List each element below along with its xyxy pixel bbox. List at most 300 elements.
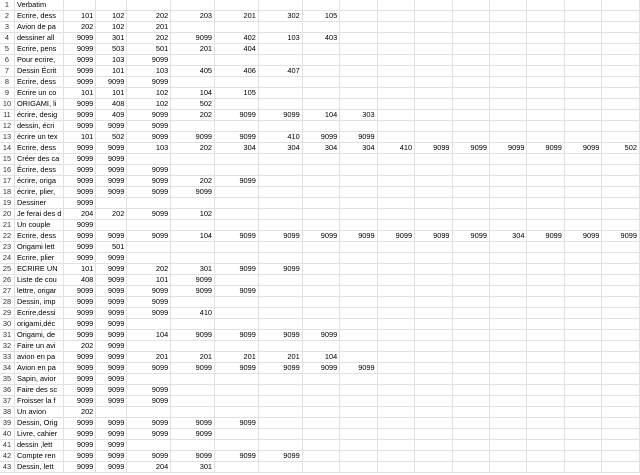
grid-cell[interactable]: 9099 (171, 429, 215, 440)
grid-cell[interactable] (564, 440, 601, 451)
grid-cell[interactable] (564, 363, 601, 374)
grid-cell[interactable] (527, 176, 564, 187)
grid-cell[interactable]: 9099 (340, 363, 377, 374)
grid-cell[interactable] (415, 462, 452, 473)
grid-cell[interactable] (490, 99, 527, 110)
grid-cell[interactable] (564, 451, 601, 462)
grid-cell[interactable] (258, 297, 302, 308)
grid-cell[interactable] (215, 308, 259, 319)
grid-cell[interactable] (340, 440, 377, 451)
row-number[interactable]: 25 (0, 264, 14, 275)
grid-cell[interactable] (340, 11, 377, 22)
verbatim-cell[interactable]: lettre, origar (14, 286, 63, 297)
grid-cell[interactable]: 102 (127, 88, 171, 99)
grid-cell[interactable]: 9099 (215, 110, 259, 121)
grid-cell[interactable]: 407 (258, 66, 302, 77)
grid-cell[interactable] (602, 352, 640, 363)
grid-cell[interactable]: 9099 (527, 231, 564, 242)
grid-cell[interactable] (564, 44, 601, 55)
grid-cell[interactable] (258, 198, 302, 209)
grid-cell[interactable]: 9099 (127, 132, 171, 143)
grid-cell[interactable] (490, 286, 527, 297)
grid-cell[interactable]: 9099 (127, 231, 171, 242)
verbatim-cell[interactable]: ORIGAMI, li (14, 99, 63, 110)
grid-cell[interactable]: 9099 (64, 363, 96, 374)
grid-cell[interactable] (527, 220, 564, 231)
grid-cell[interactable] (377, 275, 414, 286)
grid-cell[interactable] (258, 418, 302, 429)
grid-cell[interactable] (377, 154, 414, 165)
grid-cell[interactable]: 204 (127, 462, 171, 473)
grid-cell[interactable]: 304 (302, 143, 339, 154)
grid-cell[interactable]: 9099 (564, 143, 601, 154)
grid-cell[interactable] (377, 242, 414, 253)
verbatim-cell[interactable]: dessin, écri (14, 121, 63, 132)
grid-cell[interactable] (302, 187, 339, 198)
row-number[interactable]: 9 (0, 88, 14, 99)
grid-cell[interactable] (527, 352, 564, 363)
grid-cell[interactable]: 9099 (96, 418, 127, 429)
grid-cell[interactable] (527, 396, 564, 407)
grid-cell[interactable]: 302 (258, 11, 302, 22)
row-number[interactable]: 7 (0, 66, 14, 77)
grid-cell[interactable]: 408 (96, 99, 127, 110)
grid-cell[interactable] (452, 286, 489, 297)
grid-cell[interactable]: 9099 (215, 132, 259, 143)
grid-cell[interactable] (415, 165, 452, 176)
grid-cell[interactable]: 9099 (96, 253, 127, 264)
grid-cell[interactable] (452, 77, 489, 88)
verbatim-cell[interactable]: Origami, de (14, 330, 63, 341)
grid-cell[interactable] (377, 451, 414, 462)
grid-cell[interactable]: 9099 (64, 330, 96, 341)
verbatim-cell[interactable]: Un couple (14, 220, 63, 231)
grid-cell[interactable] (490, 308, 527, 319)
grid-cell[interactable] (490, 319, 527, 330)
row-number[interactable]: 5 (0, 44, 14, 55)
grid-cell[interactable] (377, 198, 414, 209)
row-number[interactable]: 30 (0, 319, 14, 330)
grid-cell[interactable] (602, 418, 640, 429)
grid-cell[interactable] (415, 198, 452, 209)
grid-cell[interactable] (215, 374, 259, 385)
grid-cell[interactable]: 9099 (64, 220, 96, 231)
grid-cell[interactable]: 105 (302, 11, 339, 22)
grid-cell[interactable] (490, 363, 527, 374)
grid-cell[interactable]: 9099 (127, 55, 171, 66)
grid-cell[interactable] (415, 110, 452, 121)
verbatim-cell[interactable]: Livre, cahier (14, 429, 63, 440)
grid-cell[interactable] (452, 429, 489, 440)
grid-cell[interactable] (490, 407, 527, 418)
grid-cell[interactable]: 501 (127, 44, 171, 55)
grid-cell[interactable]: 9099 (64, 385, 96, 396)
grid-cell[interactable] (452, 33, 489, 44)
grid-cell[interactable] (302, 440, 339, 451)
grid-cell[interactable] (415, 330, 452, 341)
verbatim-cell[interactable]: Faire un avi (14, 341, 63, 352)
grid-cell[interactable]: 9099 (64, 143, 96, 154)
grid-cell[interactable] (127, 242, 171, 253)
grid-cell[interactable]: 9099 (96, 385, 127, 396)
grid-cell[interactable] (452, 55, 489, 66)
verbatim-cell[interactable]: écrire, origa (14, 176, 63, 187)
verbatim-cell[interactable]: Écrire, dess (14, 165, 63, 176)
grid-cell[interactable] (377, 88, 414, 99)
grid-cell[interactable] (602, 11, 640, 22)
grid-cell[interactable] (215, 77, 259, 88)
grid-cell[interactable] (452, 198, 489, 209)
grid-cell[interactable] (302, 242, 339, 253)
grid-cell[interactable] (490, 451, 527, 462)
grid-cell[interactable]: 9099 (96, 440, 127, 451)
grid-cell[interactable] (602, 165, 640, 176)
grid-cell[interactable]: 9099 (171, 363, 215, 374)
grid-cell[interactable] (415, 176, 452, 187)
grid-cell[interactable] (127, 407, 171, 418)
grid-cell[interactable]: 404 (215, 44, 259, 55)
grid-cell[interactable] (527, 66, 564, 77)
grid-cell[interactable] (564, 11, 601, 22)
grid-cell[interactable] (340, 253, 377, 264)
grid-cell[interactable]: 9099 (258, 110, 302, 121)
grid-cell[interactable] (258, 429, 302, 440)
grid-cell[interactable]: 9099 (340, 132, 377, 143)
grid-cell[interactable] (527, 253, 564, 264)
grid-cell[interactable] (340, 286, 377, 297)
grid-cell[interactable] (415, 319, 452, 330)
grid-cell[interactable] (302, 220, 339, 231)
grid-cell[interactable] (215, 22, 259, 33)
grid-cell[interactable] (340, 407, 377, 418)
grid-cell[interactable]: 9099 (171, 451, 215, 462)
grid-cell[interactable]: 9099 (340, 231, 377, 242)
grid-cell[interactable]: 9099 (96, 176, 127, 187)
grid-cell[interactable] (415, 55, 452, 66)
grid-cell[interactable] (602, 341, 640, 352)
grid-cell[interactable] (490, 352, 527, 363)
row-number[interactable]: 41 (0, 440, 14, 451)
grid-cell[interactable] (490, 297, 527, 308)
grid-cell[interactable] (377, 33, 414, 44)
grid-cell[interactable] (302, 319, 339, 330)
grid-cell[interactable]: 9099 (64, 33, 96, 44)
grid-cell[interactable] (377, 440, 414, 451)
grid-cell[interactable]: 9099 (171, 330, 215, 341)
grid-cell[interactable] (602, 121, 640, 132)
grid-cell[interactable] (258, 209, 302, 220)
grid-cell[interactable] (415, 264, 452, 275)
grid-cell[interactable] (602, 176, 640, 187)
grid-cell[interactable] (377, 220, 414, 231)
grid-cell[interactable]: 201 (171, 44, 215, 55)
grid-cell[interactable] (340, 77, 377, 88)
grid-cell[interactable]: 9099 (64, 297, 96, 308)
grid-cell[interactable]: 409 (96, 110, 127, 121)
row-number[interactable]: 17 (0, 176, 14, 187)
grid-cell[interactable] (564, 165, 601, 176)
grid-cell[interactable]: 9099 (415, 231, 452, 242)
grid-cell[interactable]: 9099 (64, 77, 96, 88)
grid-cell[interactable]: 9099 (64, 418, 96, 429)
grid-cell[interactable]: 9099 (96, 363, 127, 374)
grid-cell[interactable]: 9099 (96, 121, 127, 132)
grid-cell[interactable] (564, 77, 601, 88)
grid-cell[interactable] (377, 165, 414, 176)
grid-cell[interactable] (302, 275, 339, 286)
grid-cell[interactable] (302, 385, 339, 396)
row-number[interactable]: 42 (0, 451, 14, 462)
grid-cell[interactable] (527, 11, 564, 22)
grid-cell[interactable] (377, 121, 414, 132)
grid-cell[interactable] (527, 319, 564, 330)
grid-cell[interactable] (415, 297, 452, 308)
grid-cell[interactable] (490, 253, 527, 264)
grid-cell[interactable] (452, 330, 489, 341)
verbatim-cell[interactable]: écrire, desig (14, 110, 63, 121)
grid-cell[interactable] (490, 11, 527, 22)
grid-cell[interactable] (602, 99, 640, 110)
verbatim-cell[interactable]: dessiner all (14, 33, 63, 44)
grid-cell[interactable] (527, 165, 564, 176)
row-number[interactable]: 6 (0, 55, 14, 66)
grid-cell[interactable]: 9099 (415, 143, 452, 154)
grid-cell[interactable]: 9099 (127, 363, 171, 374)
grid-cell[interactable] (564, 407, 601, 418)
grid-cell[interactable] (377, 110, 414, 121)
grid-cell[interactable] (215, 396, 259, 407)
grid-cell[interactable]: 201 (258, 352, 302, 363)
grid-cell[interactable]: 502 (96, 132, 127, 143)
verbatim-cell[interactable]: Dessin, imp (14, 297, 63, 308)
grid-cell[interactable] (258, 187, 302, 198)
grid-cell[interactable] (377, 396, 414, 407)
grid-cell[interactable] (415, 33, 452, 44)
grid-cell[interactable] (602, 275, 640, 286)
row-number[interactable]: 8 (0, 77, 14, 88)
grid-cell[interactable] (302, 253, 339, 264)
grid-cell[interactable]: 104 (171, 88, 215, 99)
grid-cell[interactable] (415, 220, 452, 231)
grid-cell[interactable] (602, 198, 640, 209)
grid-cell[interactable]: 9099 (215, 231, 259, 242)
grid-cell[interactable] (215, 275, 259, 286)
grid-cell[interactable]: 9099 (96, 374, 127, 385)
row-number[interactable]: 29 (0, 308, 14, 319)
grid-cell[interactable] (564, 462, 601, 473)
verbatim-cell[interactable]: Faire des sc (14, 385, 63, 396)
grid-cell[interactable]: 9099 (258, 330, 302, 341)
grid-cell[interactable] (258, 88, 302, 99)
grid-cell[interactable]: 502 (602, 143, 640, 154)
grid-cell[interactable]: 201 (215, 11, 259, 22)
grid-cell[interactable] (302, 198, 339, 209)
grid-cell[interactable]: 9099 (64, 44, 96, 55)
grid-cell[interactable] (415, 0, 452, 11)
grid-cell[interactable] (377, 385, 414, 396)
grid-cell[interactable] (340, 385, 377, 396)
grid-cell[interactable]: 9099 (96, 165, 127, 176)
grid-cell[interactable] (340, 308, 377, 319)
grid-cell[interactable] (564, 198, 601, 209)
grid-cell[interactable] (452, 187, 489, 198)
grid-cell[interactable]: 102 (96, 22, 127, 33)
grid-cell[interactable]: 105 (215, 88, 259, 99)
grid-cell[interactable] (377, 462, 414, 473)
grid-cell[interactable]: 9099 (215, 264, 259, 275)
grid-cell[interactable] (490, 187, 527, 198)
grid-cell[interactable]: 101 (64, 132, 96, 143)
grid-cell[interactable] (527, 198, 564, 209)
grid-cell[interactable] (564, 220, 601, 231)
grid-cell[interactable]: 9099 (96, 330, 127, 341)
grid-cell[interactable] (490, 418, 527, 429)
grid-cell[interactable] (415, 77, 452, 88)
grid-cell[interactable] (302, 297, 339, 308)
grid-cell[interactable]: 202 (127, 264, 171, 275)
grid-cell[interactable]: 9099 (171, 132, 215, 143)
grid-cell[interactable] (127, 220, 171, 231)
grid-cell[interactable] (527, 264, 564, 275)
grid-cell[interactable] (215, 0, 259, 11)
row-number[interactable]: 2 (0, 11, 14, 22)
grid-cell[interactable]: 9099 (96, 187, 127, 198)
grid-cell[interactable] (377, 319, 414, 330)
grid-cell[interactable] (527, 22, 564, 33)
grid-cell[interactable] (490, 220, 527, 231)
grid-cell[interactable] (171, 385, 215, 396)
grid-cell[interactable] (340, 242, 377, 253)
grid-cell[interactable] (340, 209, 377, 220)
grid-cell[interactable] (490, 209, 527, 220)
grid-cell[interactable] (377, 286, 414, 297)
grid-cell[interactable] (527, 385, 564, 396)
grid-cell[interactable]: 9099 (96, 451, 127, 462)
grid-cell[interactable] (171, 440, 215, 451)
grid-cell[interactable] (490, 176, 527, 187)
grid-cell[interactable]: 9099 (171, 33, 215, 44)
row-number[interactable]: 34 (0, 363, 14, 374)
grid-cell[interactable] (452, 462, 489, 473)
grid-cell[interactable] (340, 22, 377, 33)
row-number[interactable]: 37 (0, 396, 14, 407)
grid-cell[interactable]: 202 (127, 33, 171, 44)
grid-cell[interactable] (171, 396, 215, 407)
grid-cell[interactable] (602, 396, 640, 407)
verbatim-cell[interactable]: Ecrire un co (14, 88, 63, 99)
row-number[interactable]: 35 (0, 374, 14, 385)
grid-cell[interactable] (171, 121, 215, 132)
verbatim-cell[interactable]: Ecrire, dess (14, 231, 63, 242)
row-number[interactable]: 20 (0, 209, 14, 220)
grid-cell[interactable]: 9099 (215, 176, 259, 187)
grid-cell[interactable] (490, 66, 527, 77)
row-number[interactable]: 11 (0, 110, 14, 121)
grid-cell[interactable]: 9099 (96, 143, 127, 154)
grid-cell[interactable] (96, 407, 127, 418)
grid-cell[interactable]: 9099 (258, 451, 302, 462)
grid-cell[interactable] (527, 418, 564, 429)
grid-cell[interactable] (415, 11, 452, 22)
grid-cell[interactable] (564, 99, 601, 110)
row-number[interactable]: 27 (0, 286, 14, 297)
verbatim-cell[interactable]: Avion en pa (14, 363, 63, 374)
grid-cell[interactable]: 9099 (127, 165, 171, 176)
grid-cell[interactable] (602, 363, 640, 374)
grid-cell[interactable] (452, 440, 489, 451)
verbatim-cell[interactable]: écrire un tex (14, 132, 63, 143)
grid-cell[interactable] (527, 275, 564, 286)
grid-cell[interactable] (452, 110, 489, 121)
grid-cell[interactable]: 304 (258, 143, 302, 154)
grid-cell[interactable] (564, 396, 601, 407)
grid-cell[interactable] (602, 22, 640, 33)
grid-cell[interactable] (340, 330, 377, 341)
grid-cell[interactable] (302, 264, 339, 275)
grid-cell[interactable]: 9099 (96, 352, 127, 363)
grid-cell[interactable] (602, 385, 640, 396)
verbatim-cell[interactable]: Ecrire, dess (14, 143, 63, 154)
grid-cell[interactable]: 9099 (96, 462, 127, 473)
grid-cell[interactable]: 304 (215, 143, 259, 154)
grid-cell[interactable]: 101 (96, 88, 127, 99)
grid-cell[interactable] (564, 121, 601, 132)
grid-cell[interactable] (527, 154, 564, 165)
grid-cell[interactable] (340, 66, 377, 77)
verbatim-cell[interactable]: Dessin, lett (14, 462, 63, 473)
grid-cell[interactable]: 101 (96, 66, 127, 77)
grid-cell[interactable] (564, 275, 601, 286)
grid-cell[interactable]: 406 (215, 66, 259, 77)
grid-cell[interactable] (258, 308, 302, 319)
grid-cell[interactable] (527, 0, 564, 11)
grid-cell[interactable] (490, 132, 527, 143)
grid-cell[interactable] (302, 286, 339, 297)
grid-cell[interactable] (602, 110, 640, 121)
grid-cell[interactable]: 104 (127, 330, 171, 341)
grid-cell[interactable]: 9099 (215, 363, 259, 374)
grid-cell[interactable]: 9099 (302, 330, 339, 341)
grid-cell[interactable] (490, 396, 527, 407)
grid-cell[interactable] (527, 55, 564, 66)
grid-cell[interactable]: 101 (64, 11, 96, 22)
grid-cell[interactable] (564, 341, 601, 352)
grid-cell[interactable] (258, 385, 302, 396)
grid-cell[interactable]: 102 (171, 209, 215, 220)
grid-cell[interactable] (602, 66, 640, 77)
grid-cell[interactable] (258, 154, 302, 165)
grid-cell[interactable] (527, 33, 564, 44)
grid-cell[interactable] (377, 176, 414, 187)
grid-cell[interactable] (96, 0, 127, 11)
grid-cell[interactable] (215, 154, 259, 165)
grid-cell[interactable] (377, 11, 414, 22)
grid-cell[interactable]: 403 (302, 33, 339, 44)
grid-cell[interactable] (602, 374, 640, 385)
grid-cell[interactable] (302, 418, 339, 429)
grid-cell[interactable] (377, 209, 414, 220)
grid-cell[interactable] (452, 451, 489, 462)
grid-cell[interactable]: 9099 (96, 308, 127, 319)
grid-cell[interactable] (452, 99, 489, 110)
grid-cell[interactable]: 9099 (171, 418, 215, 429)
grid-cell[interactable] (602, 440, 640, 451)
grid-cell[interactable] (490, 88, 527, 99)
grid-cell[interactable]: 101 (127, 275, 171, 286)
grid-cell[interactable] (527, 451, 564, 462)
grid-cell[interactable]: 202 (171, 110, 215, 121)
grid-cell[interactable]: 9099 (64, 55, 96, 66)
